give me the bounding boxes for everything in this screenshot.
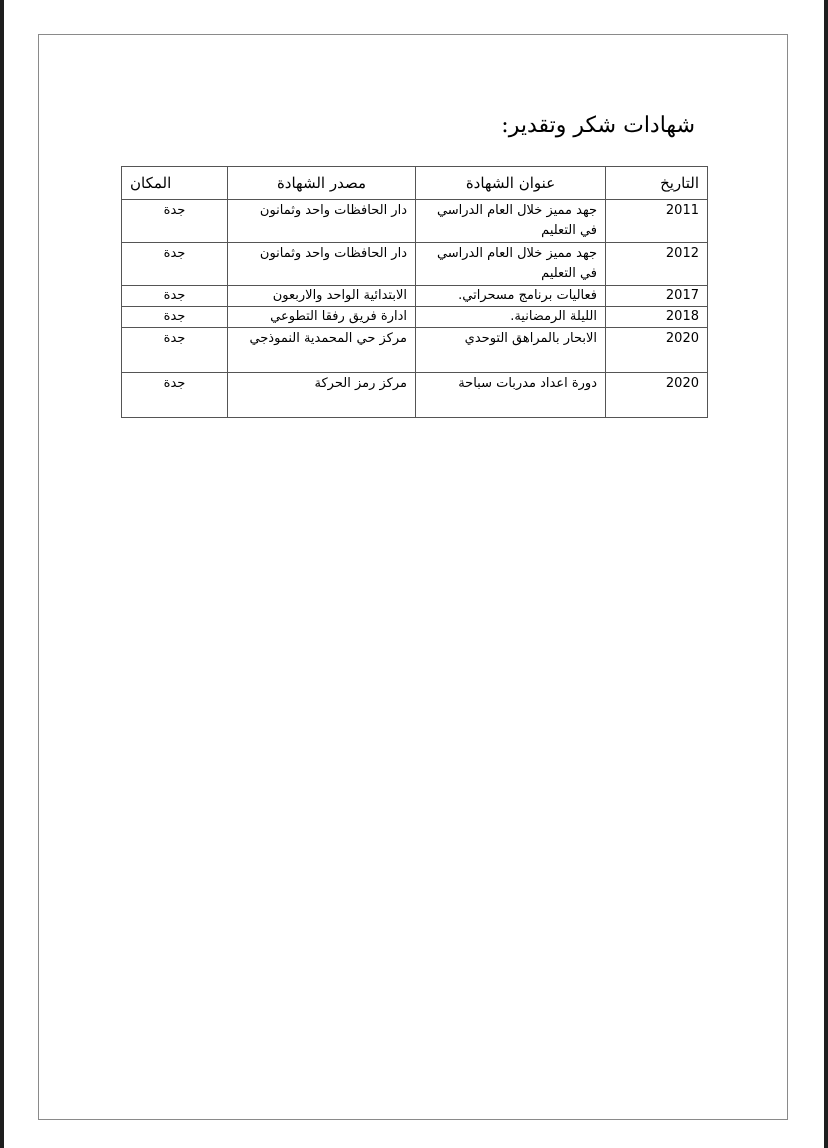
header-source: مصدر الشهادة [228, 167, 416, 200]
cell-place: جدة [122, 243, 228, 286]
cell-source: دار الحافظات واحد وثمانون [228, 243, 416, 286]
cell-title: جهد مميز خلال العام الدراسي في التعليم [416, 200, 606, 243]
table-row [122, 243, 708, 286]
cell-title: الابحار بالمراهق التوحدي [416, 328, 606, 373]
table-row [122, 286, 708, 307]
cell-title: دورة اعداد مدربات سباحة [416, 373, 606, 418]
cell-source: مركز حي المحمدية النموذجي [228, 328, 416, 373]
cell-place: جدة [122, 307, 228, 328]
cell-date: 2020 [606, 373, 708, 418]
header-place: المكان [122, 167, 228, 200]
header-title: عنوان الشهادة [416, 167, 606, 200]
document-page [38, 34, 788, 1120]
table-row [122, 200, 708, 243]
cell-source: مركز رمز الحركة [228, 373, 416, 418]
cell-source: الابتدائية الواحد والاربعون [228, 286, 416, 307]
window-edge-left [0, 0, 4, 1148]
cell-place: جدة [122, 286, 228, 307]
cell-source: ادارة فريق رفقا التطوعي [228, 307, 416, 328]
cell-place: جدة [122, 200, 228, 243]
cell-place: جدة [122, 328, 228, 373]
cell-date: 2020 [606, 328, 708, 373]
certificates-table [121, 166, 708, 418]
section-heading: شهادات شكر وتقدير: [501, 113, 695, 138]
table-row [122, 307, 708, 328]
cell-date: 2011 [606, 200, 708, 243]
cell-date: 2018 [606, 307, 708, 328]
cell-place: جدة [122, 373, 228, 418]
table-row [122, 328, 708, 373]
header-date: التاريخ [606, 167, 708, 200]
cell-date: 2012 [606, 243, 708, 286]
cell-title: فعاليات برنامج مسحراتي. [416, 286, 606, 307]
table-row [122, 373, 708, 418]
window-edge-right [824, 0, 828, 1148]
cell-title: الليلة الرمضانية. [416, 307, 606, 328]
cell-source: دار الحافظات واحد وثمانون [228, 200, 416, 243]
cell-title: جهد مميز خلال العام الدراسي في التعليم [416, 243, 606, 286]
cell-date: 2017 [606, 286, 708, 307]
table-header-row [122, 167, 708, 200]
